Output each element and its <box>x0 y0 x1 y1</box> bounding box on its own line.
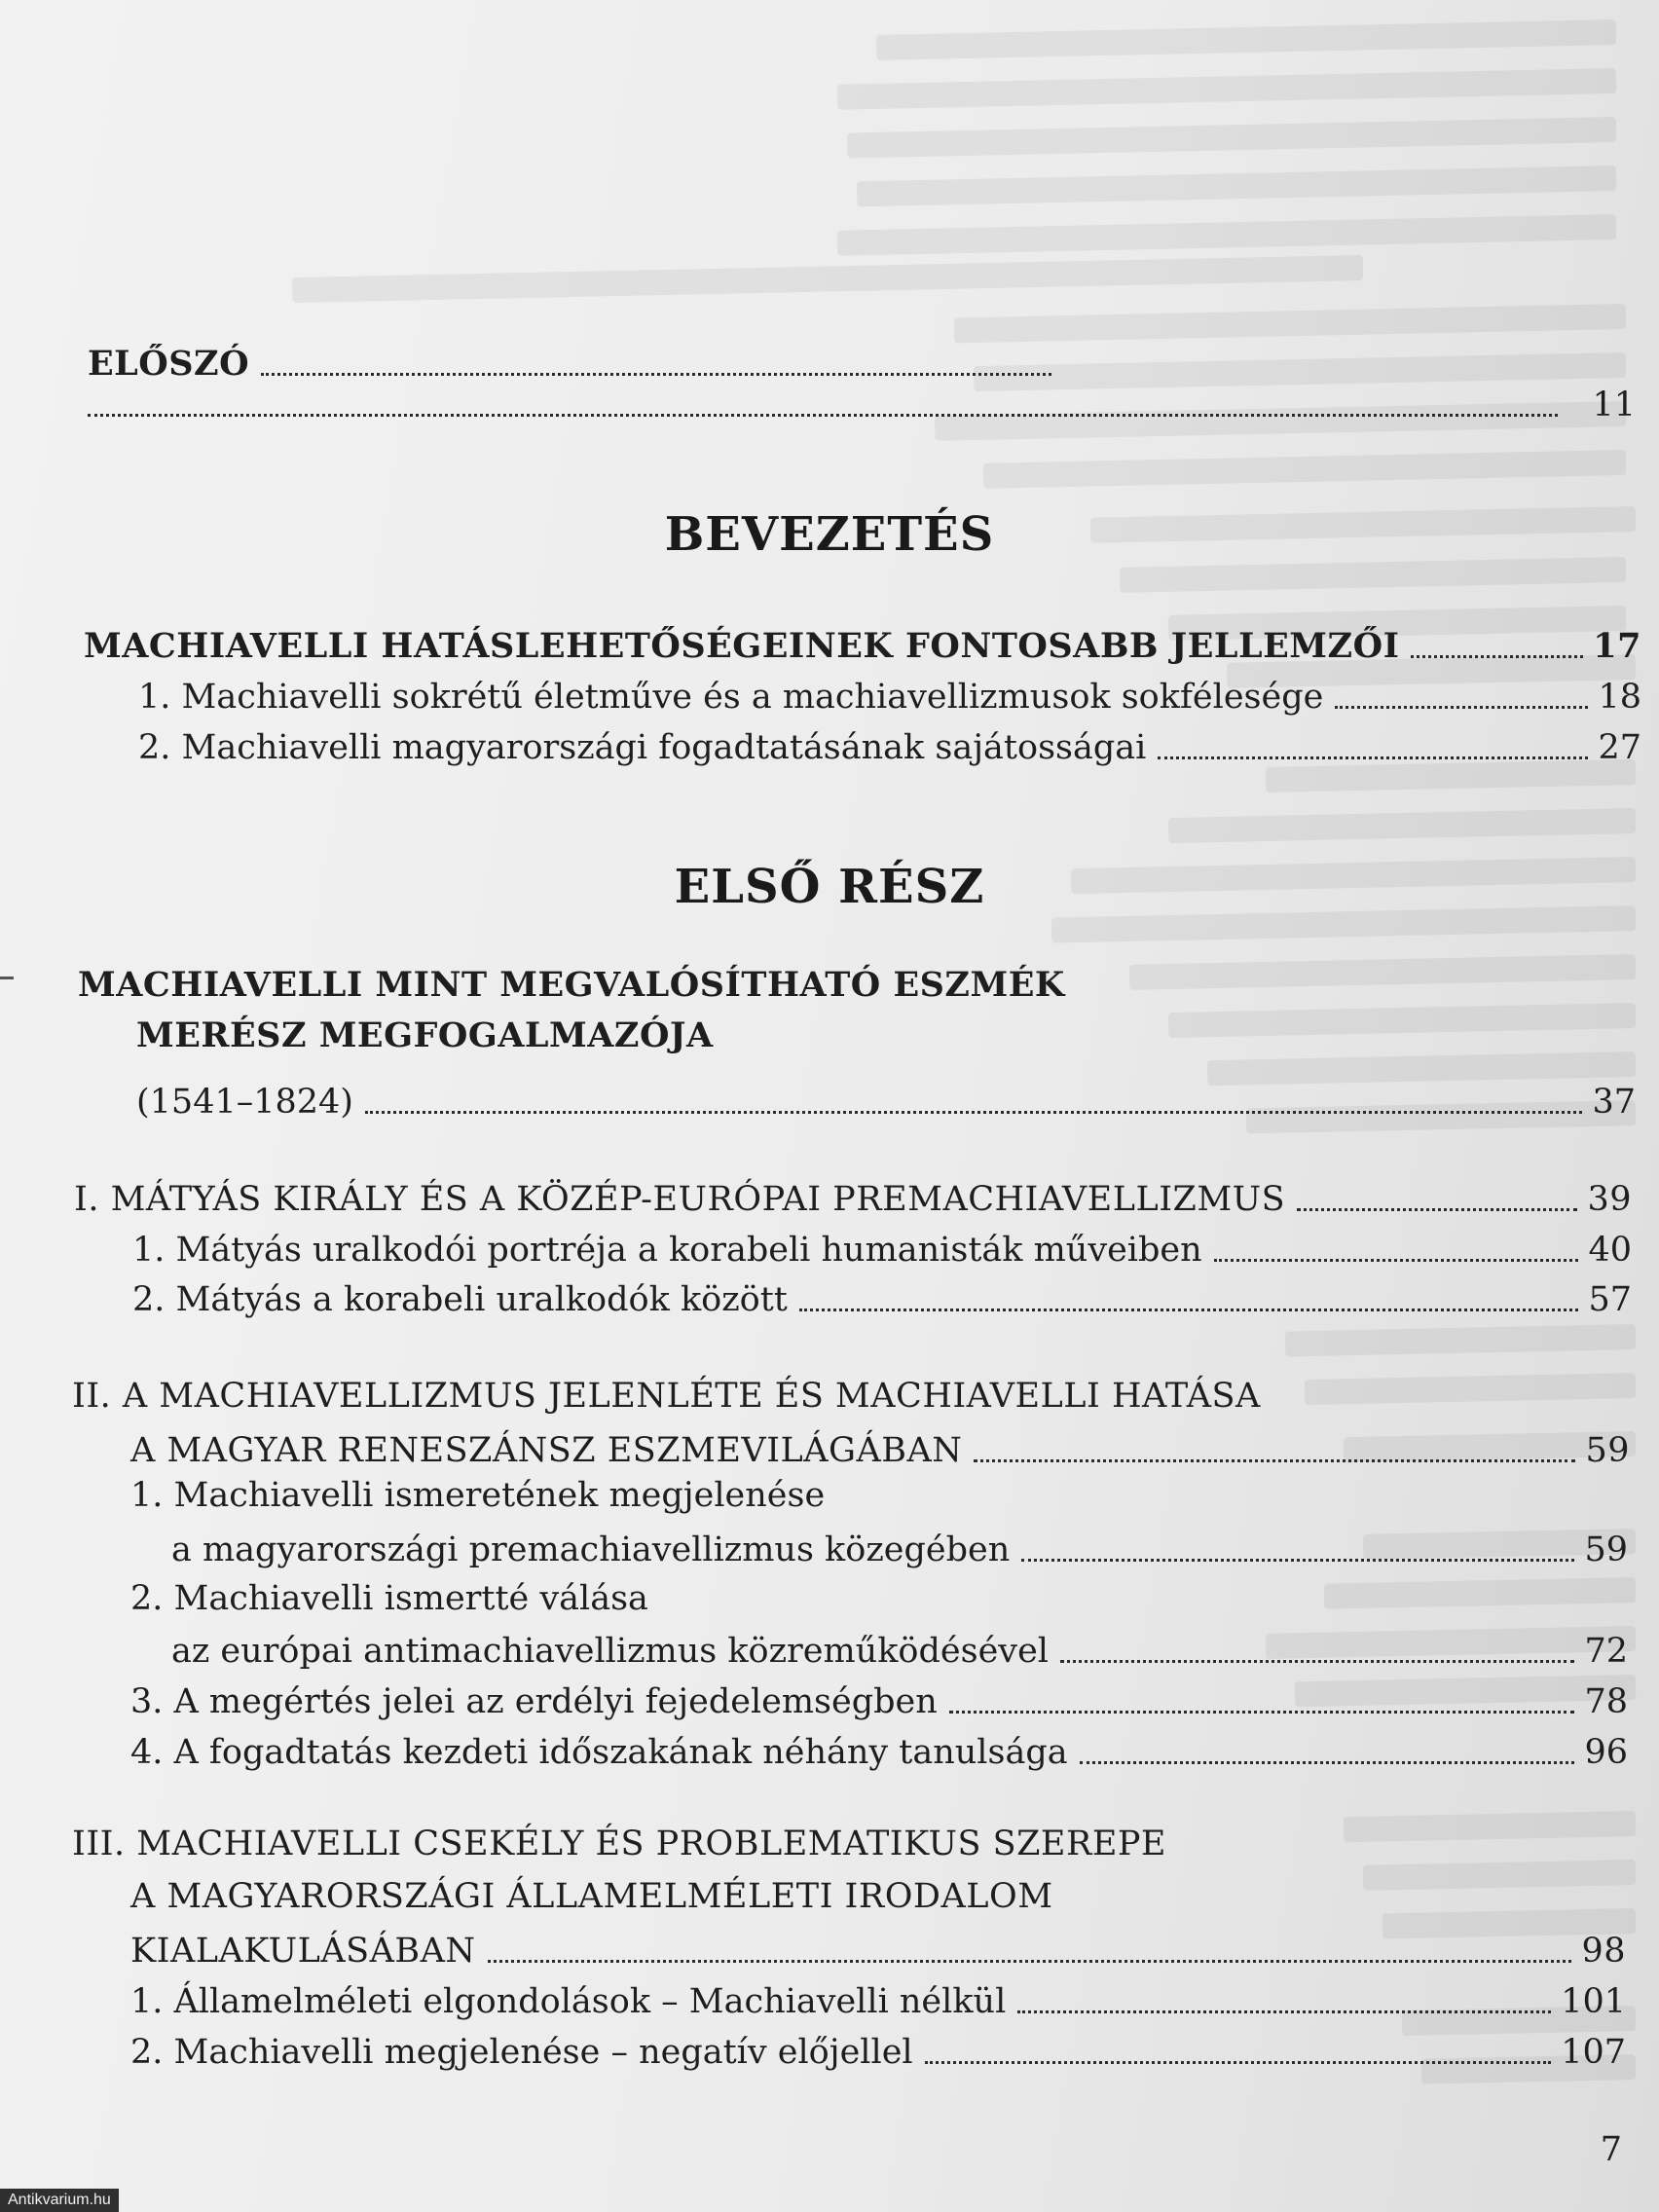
page-number-ref: 39 <box>1587 1180 1632 1219</box>
page-number-ref: 37 <box>1592 1083 1636 1122</box>
dot-leader <box>88 414 1558 417</box>
toc-entry-label: ELŐSZÓ <box>88 344 250 384</box>
toc-entry-label: 1. Államelméleti elgondolások – Machiavelli nélkül <box>130 1982 1007 2021</box>
bleed-through-smudge <box>983 450 1626 489</box>
bleed-through-smudge <box>954 304 1626 343</box>
toc-subentry[interactable] <box>138 674 1641 719</box>
toc-subentry-line1: 2. Machiavelli ismertté válása <box>130 1579 648 1618</box>
toc-subentry[interactable] <box>130 1729 1628 1774</box>
bleed-through-smudge <box>1324 1577 1636 1609</box>
page-number-ref: 11 <box>1592 386 1636 424</box>
page-number-ref: 98 <box>1581 1932 1626 1971</box>
toc-chapter-ii[interactable] <box>130 1427 1630 1472</box>
part-title-line2: MERÉSZ MEGFOGALMAZÓJA <box>136 1015 714 1055</box>
toc-subentry[interactable] <box>130 1678 1628 1723</box>
bleed-through-smudge <box>1305 1373 1636 1405</box>
page-number-ref: 59 <box>1584 1530 1628 1569</box>
toc-entry-label: 1. Mátyás uralkodói portréja a korabeli humanisták műveiben <box>132 1231 1202 1270</box>
toc-entry-label: I. MÁTYÁS KIRÁLY ÉS A KÖZÉP-EURÓPAI PREMACHIAVELLIZMUS <box>74 1180 1286 1219</box>
toc-entry-label: a magyarországi premachiavellizmus közegében <box>171 1530 1011 1569</box>
toc-chapter-iii-line2: A MAGYARORSZÁGI ÁLLAMELMÉLETI IRODALOM <box>130 1877 1053 1916</box>
page-number-ref: 27 <box>1598 728 1641 767</box>
toc-entry-label: 1. Machiavelli sokrétű életműve és a machiavellizmusok sokfélesége <box>138 678 1324 717</box>
dot-leader <box>799 1309 1579 1311</box>
toc-subentry[interactable] <box>132 1276 1632 1321</box>
page-number-ref: 57 <box>1588 1280 1632 1319</box>
toc-entry-label: 4. A fogadtatás kezdeti időszakának néhány tanulsága <box>130 1733 1068 1772</box>
page-number-ref: 107 <box>1561 2033 1626 2072</box>
eloszo-leader-continuation <box>88 382 1567 426</box>
toc-entry-label: (1541–1824) <box>136 1083 353 1122</box>
toc-chapter-iii-line1: III. MACHIAVELLI CSEKÉLY ÉS PROBLEMATIKUS SZEREPE <box>72 1825 1166 1863</box>
toc-subentry[interactable] <box>171 1628 1628 1673</box>
toc-entry-label: A MAGYAR RENESZÁNSZ ESZMEVILÁGÁBAN <box>130 1431 963 1470</box>
dot-leader <box>488 1960 1572 1963</box>
dot-leader <box>1017 2010 1551 2013</box>
margin-mark <box>0 977 14 979</box>
page-number-ref: 17 <box>1593 626 1641 666</box>
section-heading-elso-resz: ELSŐ RÉSZ <box>674 860 985 914</box>
dot-leader <box>1297 1208 1577 1211</box>
bleed-through-smudge <box>1344 1811 1636 1842</box>
toc-subentry[interactable] <box>138 724 1641 769</box>
dot-leader <box>1411 655 1583 658</box>
page-number-ref: 72 <box>1584 1632 1628 1671</box>
toc-chapter-ii-line1: II. A MACHIAVELLIZMUS JELENLÉTE ÉS MACHIAVELLI HATÁSA <box>72 1377 1261 1416</box>
toc-entry-label: 3. A megértés jelei az erdélyi fejedelemségben <box>130 1682 938 1721</box>
bleed-through-smudge <box>876 19 1616 60</box>
toc-part-title-entry[interactable] <box>136 1079 1636 1124</box>
watermark: Antikvarium.hu <box>0 2189 119 2212</box>
page-number-ref: 78 <box>1584 1682 1628 1721</box>
page-number-ref: 101 <box>1561 1982 1626 2021</box>
bleed-through-smudge <box>1285 1324 1636 1357</box>
dot-leader <box>1060 1660 1574 1663</box>
page-number-ref: 96 <box>1584 1733 1628 1772</box>
toc-subentry[interactable] <box>130 1978 1626 2023</box>
toc-entry-label: MACHIAVELLI HATÁSLEHETŐSÉGEINEK FONTOSABB JELLEMZŐI <box>84 626 1400 666</box>
toc-entry-label: 2. Mátyás a korabeli uralkodók között <box>132 1280 788 1319</box>
bleed-through-smudge <box>837 214 1616 256</box>
page-number: 7 <box>1600 2130 1622 2169</box>
bleed-through-smudge <box>847 117 1616 159</box>
bleed-through-smudge <box>1129 954 1636 990</box>
toc-entry-label: 2. Machiavelli magyarországi fogadtatásának sajátosságai <box>138 728 1147 767</box>
toc-subentry[interactable] <box>130 2029 1626 2074</box>
bleed-through-smudge <box>1120 557 1626 593</box>
section-heading-bevezetes: BEVEZETÉS <box>664 507 995 562</box>
bleed-through-smudge <box>292 255 1363 303</box>
dot-leader <box>1158 756 1588 759</box>
bleed-through-smudge <box>1363 1860 1636 1891</box>
dot-leader <box>974 1459 1575 1462</box>
dot-leader <box>261 373 1051 376</box>
toc-chapter-iii[interactable] <box>130 1928 1626 1972</box>
bleed-through-smudge <box>857 166 1616 206</box>
toc-subentry-line1: 1. Machiavelli ismeretének megjelenése <box>130 1476 826 1515</box>
page-number-ref: 40 <box>1588 1231 1632 1270</box>
bleed-through-smudge <box>1168 808 1636 843</box>
dot-leader <box>1021 1559 1574 1562</box>
toc-entry-label: az európai antimachiavellizmus közreműködésével <box>171 1632 1049 1671</box>
dot-leader <box>1080 1761 1575 1764</box>
page-number-ref: 59 <box>1585 1431 1630 1470</box>
dot-leader <box>925 2061 1552 2064</box>
bleed-through-smudge <box>1168 1003 1636 1038</box>
toc-entry-eloszo[interactable] <box>88 341 1061 386</box>
dot-leader <box>1214 1259 1579 1262</box>
toc-chapter-hataslehetosegek[interactable] <box>84 623 1641 668</box>
toc-subentry[interactable] <box>132 1227 1632 1272</box>
dot-leader <box>1335 706 1588 709</box>
part-title-line1: MACHIAVELLI MINT MEGVALÓSÍTHATÓ ESZMÉK <box>78 965 1065 1005</box>
toc-entry-label: KIALAKULÁSÁBAN <box>130 1932 476 1971</box>
dot-leader <box>949 1711 1575 1714</box>
toc-subentry[interactable] <box>171 1527 1628 1571</box>
bleed-through-smudge <box>837 68 1616 110</box>
toc-chapter-i[interactable] <box>74 1176 1632 1221</box>
page-number-ref: 18 <box>1598 678 1641 717</box>
dot-leader <box>365 1111 1582 1114</box>
toc-entry-label: 2. Machiavelli megjelenése – negatív előjellel <box>130 2033 913 2072</box>
